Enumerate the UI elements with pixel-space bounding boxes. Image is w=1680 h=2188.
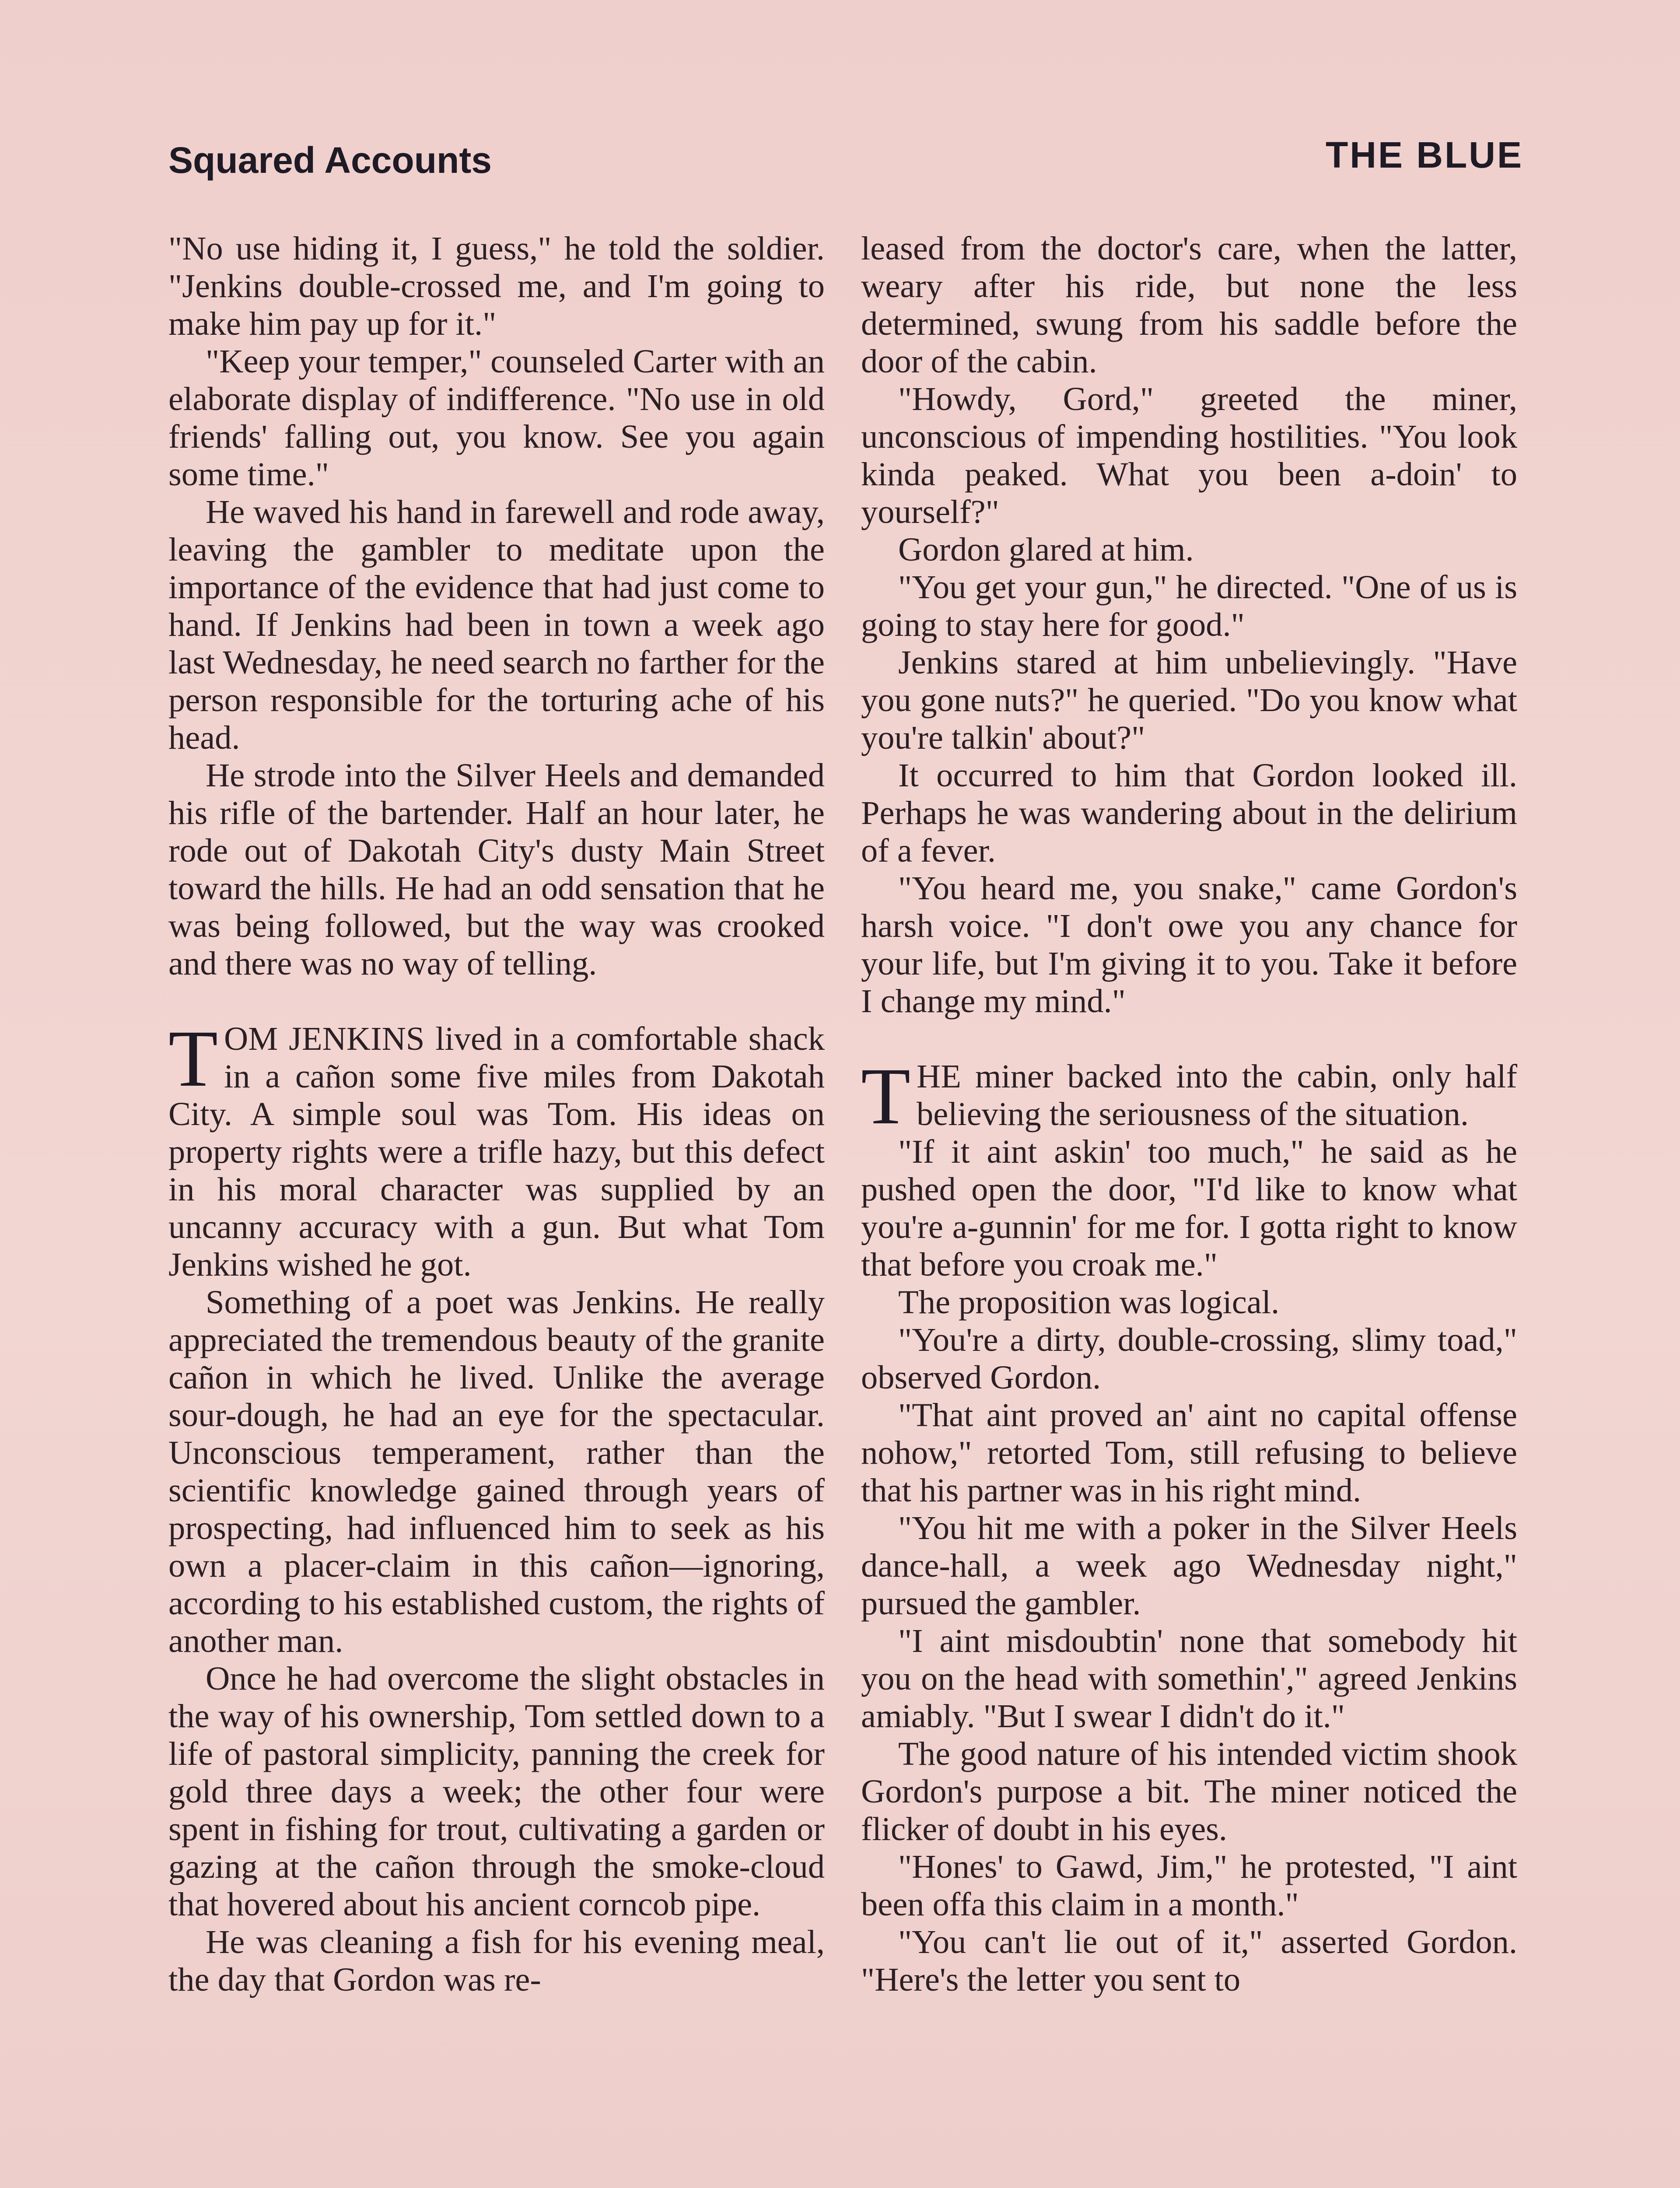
paragraph: "You hit me with a poker in the Silver Heels dance-hall, a week ago Wednesday night," pursued the gambler. (861, 1509, 1517, 1622)
paragraph: He strode into the Silver Heels and demanded his rifle of the bartender. Half an hour later, he rode out of Dakotah City's dusty Main Street toward the hills. He had an odd sensation that he was being followed, but the way was crooked and there was no way of telling. (168, 757, 825, 982)
left-column (168, 230, 825, 1999)
paragraph: "I aint misdoubtin' none that somebody hit you on the head with somethin'," agreed Jenkins amiably. "But I swear I didn't do it." (861, 1622, 1517, 1735)
paragraph: leased from the doctor's care, when the latter, weary after his ride, but none the less determined, swung from his saddle before the door of the cabin. (861, 230, 1517, 380)
paragraph: He was cleaning a fish for his evening meal, the day that Gordon was re- (168, 1923, 825, 1998)
running-head-magazine-title: THE BLUE (1326, 134, 1523, 175)
right-column (861, 230, 1517, 1999)
paragraph: The proposition was logical. (898, 1283, 1280, 1321)
drop-cap: T (168, 1014, 218, 1104)
paragraph: "No use hiding it, I guess," he told the soldier. "Jenkins double-crossed me, and I'm going to make him pay up for it." (168, 230, 825, 342)
paragraph: Gordon glared at him. (898, 531, 1194, 568)
section-opening-text: miner backed into the cabin, only half believing the seriousness of the situation. (917, 1058, 1517, 1133)
section-opening-text: lived in a comfortable shack in a cañon some five miles from Dakotah City. A simple soul was Tom. His ideas on property rights were a trifle hazy, but this defect in his moral character was supplied by an uncanny accuracy with a gun. But what Tom Jenkins wished he got. (168, 1020, 825, 1283)
paragraph: "You can't lie out of it," asserted Gordon. "Here's the letter you sent to (861, 1923, 1517, 1998)
paragraph: "Hones' to Gawd, Jim," he protested, "I aint been offa this claim in a month." (861, 1848, 1517, 1923)
paragraph: Once he had overcome the slight obstacles in the way of his ownership, Tom settled down to a life of pastoral simplicity, panning the creek for gold three days a week; the other four were spent in fishing for trout, cultivating a garden or gazing at the cañon through the smoke-cloud that hovered about his ancient corncob pipe. (168, 1660, 825, 1923)
lead-in-small-caps: OM JENKINS (224, 1020, 425, 1057)
paragraph: The good nature of his intended victim shook Gordon's purpose a bit. The miner noticed the flicker of doubt in his eyes. (861, 1735, 1517, 1848)
lead-in-small-caps: HE (917, 1058, 961, 1095)
paragraph: Jenkins stared at him unbelievingly. "Have you gone nuts?" he queried. "Do you know what you're talkin' about?" (861, 644, 1517, 756)
paragraph: "That aint proved an' aint no capital offense nohow," retorted Tom, still refusing to believe that his partner was in his right mind. (861, 1396, 1517, 1509)
section-opening-paragraph (168, 1014, 825, 1283)
paragraph: "You heard me, you snake," came Gordon's harsh voice. "I don't owe you any chance for your life, but I'm giving it to you. Take it before I change my mind." (861, 870, 1517, 1020)
paragraph: "You get your gun," he directed. "One of us is going to stay here for good." (861, 568, 1517, 643)
running-head-story-title: Squared Accounts (168, 140, 492, 181)
paragraph: "You're a dirty, double-crossing, slimy toad," observed Gordon. (861, 1321, 1517, 1396)
paragraph: "Keep your temper," counseled Carter with an elaborate display of indifference. "No use in old friends' falling out, you know. See you again some time." (168, 343, 825, 493)
paragraph: "If it aint askin' too much," he said as he pushed open the door, "I'd like to know what you're a-gunnin' for me for. I gotta right to know that before you croak me." (861, 1133, 1517, 1283)
paragraph: It occurred to him that Gordon looked ill. Perhaps he was wandering about in the delirium of a fever. (861, 757, 1517, 869)
paragraph: Something of a poet was Jenkins. He really appreciated the tremendous beauty of the granite cañon in which he lived. Unlike the average sour-dough, he had an eye for the spectacular. Unconscious temperament, rather than the scientific knowledge gained through years of prospecting, had influenced him to seek as his own a placer-claim in this cañon—ignoring, according to his established custom, the rights of another man. (168, 1283, 825, 1659)
paragraph: He waved his hand in farewell and rode away, leaving the gambler to meditate upon the importance of the evidence that had just come to hand. If Jenkins had been in town a week ago last Wednesday, he need search no farther for the person responsible for the torturing ache of his head. (168, 493, 825, 756)
paragraph: "Howdy, Gord," greeted the miner, unconscious of impending hostilities. "You look kinda peaked. What you been a-doin' to yourself?" (861, 380, 1517, 530)
drop-cap: T (861, 1052, 911, 1141)
section-opening-paragraph (861, 1052, 1517, 1141)
